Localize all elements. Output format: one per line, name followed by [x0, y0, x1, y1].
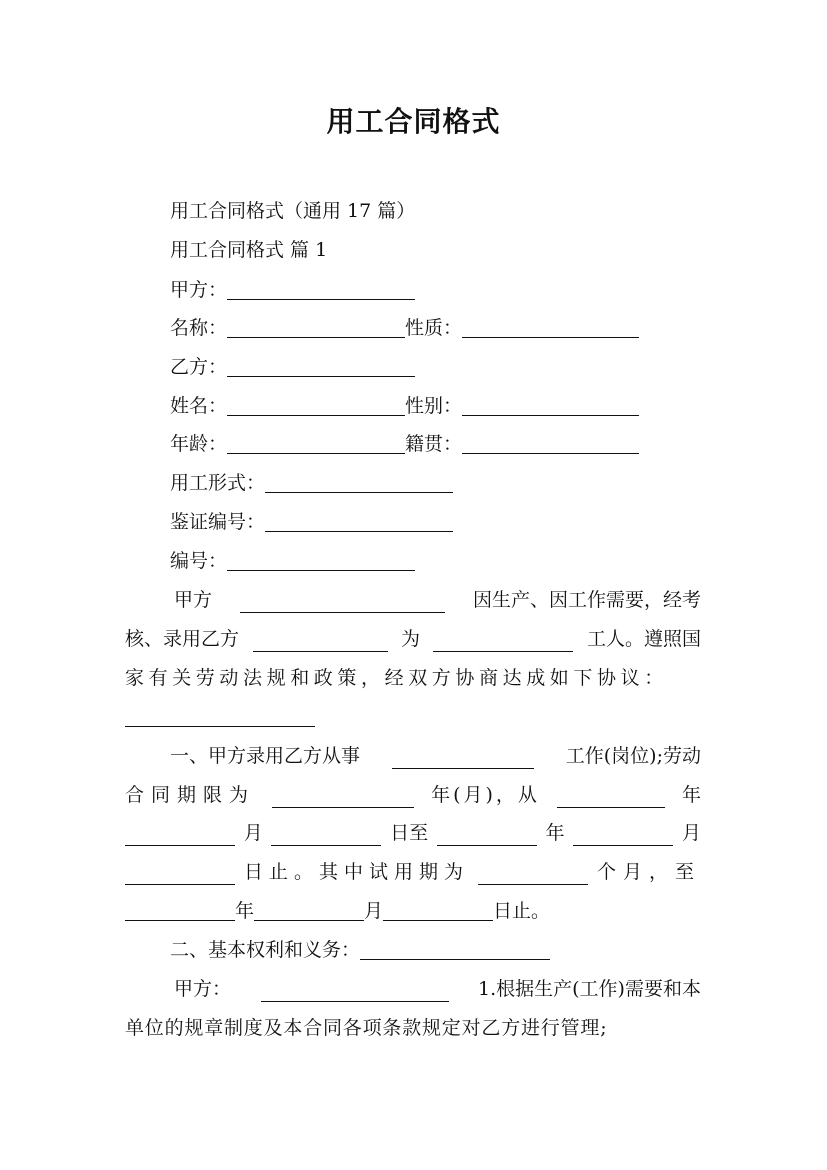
rights-heading: 二、基本权利和义务： [170, 939, 361, 961]
age-native-line [170, 431, 639, 457]
para2-blank[interactable] [573, 825, 673, 846]
para2-text: 年(月)，从 [431, 784, 540, 806]
fullname-blank[interactable] [227, 395, 405, 416]
para2-line1 [170, 743, 701, 769]
para2-blank[interactable] [392, 748, 534, 769]
para2-blank[interactable] [437, 825, 537, 846]
para2-text: 日止。其中试用期为 [243, 861, 469, 883]
gender-blank[interactable] [462, 395, 639, 416]
para2-line4 [125, 859, 701, 885]
name-label: 名称： [170, 317, 228, 339]
fullname-gender-line [170, 393, 639, 419]
employment-form-blank[interactable] [265, 472, 453, 493]
para2-line3 [125, 820, 701, 846]
para2-text: 年 [235, 900, 255, 922]
para2-text: 一、甲方录用乙方从事 [170, 745, 361, 767]
fullname-label: 姓名： [170, 395, 228, 417]
para2-text: 合同期限为 [125, 784, 256, 806]
age-label: 年龄： [170, 433, 228, 455]
para4-text: 1.根据生产(工作)需要和本 [478, 978, 701, 1000]
para1-text: 因生产、因工作需要，经考 [472, 589, 701, 611]
para1-blank[interactable] [253, 631, 388, 652]
para3-line [170, 937, 550, 963]
para1-line3: 家有关劳动法规和政策，经双方协商达成如下协议： [125, 667, 668, 689]
para1-blank[interactable] [433, 631, 573, 652]
para4-line2: 单位的规章制度及本合同各项条款规定对乙方进行管理; [125, 1017, 608, 1039]
number-line [170, 548, 415, 574]
para2-line5 [125, 898, 550, 924]
para1-text: 工人。遵照国 [586, 628, 701, 650]
number-label: 编号： [170, 550, 228, 572]
gender-label: 性别： [405, 395, 463, 417]
para4-text: 甲方： [174, 978, 232, 1000]
para2-blank[interactable] [557, 787, 665, 808]
cert-no-label: 鉴证编号： [170, 511, 266, 533]
age-blank[interactable] [227, 433, 405, 454]
para2-blank[interactable] [125, 864, 235, 885]
cert-no-blank[interactable] [265, 511, 453, 532]
para2-text: 月 [364, 900, 384, 922]
para1-line2 [125, 626, 701, 652]
party-b-line [170, 354, 415, 380]
para2-text: 日止。 [493, 900, 551, 922]
subtitle: 用工合同格式（通用 17 篇） [170, 200, 416, 222]
para1-blank[interactable] [240, 592, 445, 613]
para1-text: 甲方 [174, 589, 213, 611]
para2-blank[interactable] [478, 864, 588, 885]
para4-line1 [174, 976, 701, 1002]
native-place-blank[interactable] [462, 433, 639, 454]
para2-blank[interactable] [383, 900, 493, 921]
party-b-blank[interactable] [227, 356, 415, 377]
name-blank[interactable] [227, 317, 405, 338]
name-nature-line [170, 315, 639, 341]
para2-text: 年 [681, 784, 701, 806]
para1-blank[interactable] [125, 706, 315, 727]
cert-no-line [170, 509, 453, 535]
para1-text: 核、录用乙方 [125, 628, 240, 650]
para2-text: 日至 [390, 822, 429, 844]
para2-text: 工作(岗位);劳动 [565, 745, 701, 767]
para2-blank[interactable] [254, 900, 364, 921]
party-b-label: 乙方： [170, 356, 228, 378]
employment-form-line [170, 470, 453, 496]
para1-line1 [174, 587, 701, 613]
para2-blank[interactable] [272, 787, 414, 808]
para2-text: 年 [545, 822, 565, 844]
number-blank[interactable] [227, 550, 415, 571]
party-a-label: 甲方： [170, 279, 228, 301]
para1-line4 [125, 704, 315, 730]
para2-text: 个月，至 [596, 861, 701, 883]
para2-blank[interactable] [125, 900, 235, 921]
nature-blank[interactable] [462, 317, 639, 338]
para2-text: 月 [243, 822, 263, 844]
party-a-blank[interactable] [227, 279, 415, 300]
rights-blank[interactable] [360, 939, 550, 960]
nature-label: 性质： [405, 317, 463, 339]
para2-blank[interactable] [125, 825, 235, 846]
party-a-line [170, 277, 415, 303]
para4-blank[interactable] [261, 981, 449, 1002]
para2-blank[interactable] [271, 825, 381, 846]
para1-text: 为 [400, 628, 420, 650]
document-title: 用工合同格式 [326, 105, 501, 138]
para2-text: 月 [681, 822, 701, 844]
para2-line2 [125, 782, 701, 808]
employment-form-label: 用工形式： [170, 472, 266, 494]
article-heading: 用工合同格式 篇 1 [170, 239, 328, 261]
native-place-label: 籍贯： [405, 433, 463, 455]
